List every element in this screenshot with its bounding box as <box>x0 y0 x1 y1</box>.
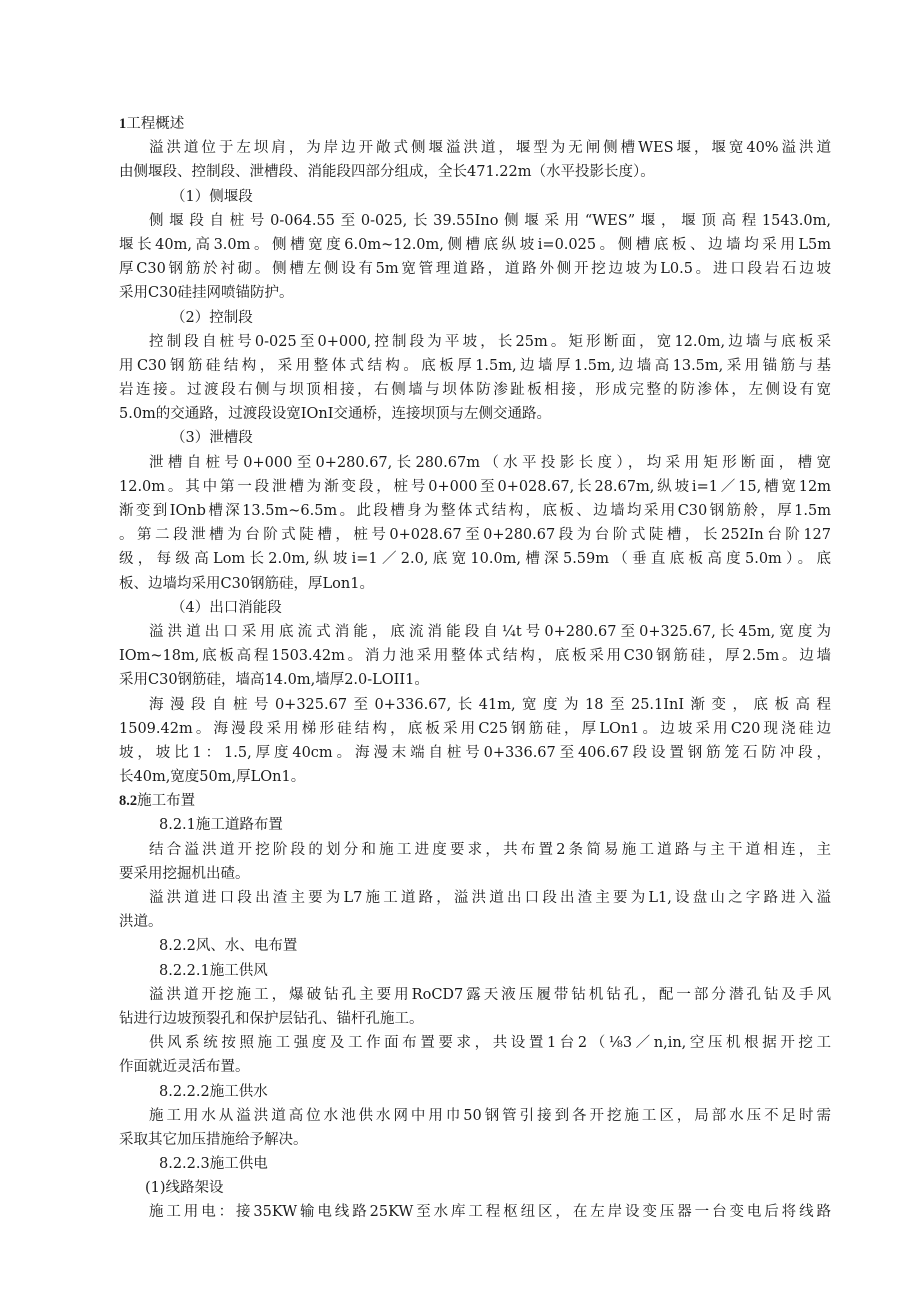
text-line: 5.0m的交通路，过渡段设宽IOnI交通桥，连接坝顶与左侧交通路。 <box>119 406 551 423</box>
text-line: 1509.42m。海漫段采用梯形硅结构，底板采用C25钢筋硅，厚LOn1。边坡采用C20现浇硅边 <box>119 720 831 737</box>
text-line: 作面就近灵活布置。 <box>119 1059 250 1076</box>
text-line: 板、边墙均采用C30钢筋硅，厚Lon1。 <box>119 575 374 592</box>
text-line: (1)线路架设 <box>145 1180 224 1197</box>
text-line: 施工用水从溢洪道高位水池供水网中用巾50钢管引接到各开挖施工区，局部水压不足时需 <box>149 1107 831 1124</box>
text-line: 采取其它加压措施给予解决。 <box>119 1131 308 1148</box>
text-line: 泄槽自桩号0+000至0+280.67,长280.67m（水平投影长度），均采用矩形断面，槽宽 <box>149 454 831 471</box>
subsection-heading: （4）出口消能段 <box>171 599 282 616</box>
section-title: 工程概述 <box>126 116 185 132</box>
text-line: 渐变到IOnb槽深13.5m~6.5m。此段槽身为整体式结构，底板、边墙均采用C30钢筋舲，厚1.5m <box>119 503 831 519</box>
subsection-heading: （2）控制段 <box>171 309 253 326</box>
text-line: 结合溢洪道开挖阶段的划分和施工进度要求，共布置2条简易施工道路与主干道相连，主 <box>149 841 831 858</box>
text-line: 。第二段泄槽为台阶式陡槽，桩号0+028.67至0+280.67段为台阶式陡槽，长252In台阶127 <box>119 527 831 544</box>
subsection-heading: 8.2.2.3施工供电 <box>159 1156 268 1173</box>
text-line: 海漫段自桩号0+325.67至0+336.67,长41m,宽度为18至25.1InI渐变，底板高程 <box>149 696 831 713</box>
text-line: 控制段自桩号0-025至0+000,控制段为平坡，长25m。矩形断面，宽12.0m,边墙与底板采 <box>149 333 831 350</box>
document-body <box>119 112 831 1225</box>
text-line: 洪道。 <box>119 914 163 931</box>
text-line: 溢洪道出口采用底流式消能，底流消能段自¼t号0+280.67至0+325.67,长45m,宽度为 <box>149 623 831 640</box>
text-line: IOm~18m,底板高程1503.42m。消力池采用整体式结构，底板采用C30钢筋硅，厚2.5m。边墙 <box>119 648 831 665</box>
subsection-heading: 8.2.2.1施工供风 <box>159 962 268 979</box>
text-line: 要采用挖掘机出碴。 <box>119 865 250 882</box>
section-heading <box>119 112 831 136</box>
text-line: 由侧堰段、控制段、泄槽段、消能段四部分组成，全长471.22m（水平投影长度）。 <box>119 164 655 181</box>
text-line: 溢洪道进口段出渣主要为L7施工道路，溢洪道出口段出渣主要为L1,设盘山之字路进入溢 <box>149 890 831 906</box>
subsection-heading: 8.2.2风、水、电布置 <box>159 938 298 955</box>
section-heading <box>119 789 831 813</box>
subsection-heading: 8.2.2.2施工供水 <box>159 1083 268 1100</box>
text-line: 钻进行边坡预裂孔和保护层钻孔、锚杆孔施工。 <box>119 1010 424 1027</box>
text-line: 岩连接。过渡段右侧与坝顶相接，右侧墙与坝体防渗趾板相接，形成完整的防渗体，左侧设有宽 <box>119 382 831 399</box>
section-number: 1 <box>119 116 127 132</box>
text-line: 级，每级高Lom长2.0m,纵坡i=1／2.0,底宽10.0m,槽深5.59m（垂直底板高度5.0m）。底 <box>119 551 831 568</box>
text-line: 供风系统按照施工强度及工作面布置要求，共设置1台2（⅛3／n,in,空压机根据开挖工 <box>149 1035 831 1052</box>
section-title: 施工布置 <box>137 793 196 810</box>
text-line: 厚C30钢筋於衬砌。侧槽左侧设有5m宽管理道路，道路外侧开挖边坡为L0.5。进口段岩石边坡 <box>119 261 831 278</box>
text-line: 12.0m。其中第一段泄槽为渐变段，桩号0+000至0+028.67,长28.67m,纵坡i=1／15,槽宽12m <box>119 478 831 495</box>
text-line: 溢洪道开挖施工，爆破钻孔主要用RoCD7露天液压履带钻机钻孔，配一部分潜孔钻及手风 <box>149 986 831 1003</box>
subsection-heading: （3）泄槽段 <box>171 430 253 447</box>
text-line: 施工用电：接35KW输电线路25KW至水库工程枢纽区，在左岸设变压器一台变电后将线路 <box>149 1204 831 1221</box>
section-number: 8.2 <box>119 793 138 810</box>
text-line: 采用C30钢筋硅，墙高14.0m,墙厚2.0-LOII1。 <box>119 672 429 689</box>
text-line: 用C30钢筋硅结构，采用整体式结构。底板厚1.5m,边墙厚1.5m,边墙高13.5m,采用锚筋与基 <box>119 357 831 374</box>
text-line: 坡，坡比1：1.5,厚度40cm。海漫末端自桩号0+336.67至406.67段设置钢筋笼石防冲段， <box>119 744 831 761</box>
text-line: 长40m,宽度50m,厚LOn1。 <box>119 769 306 786</box>
text-line: 堰长40m,高3.0m。侧槽宽度6.0m~12.0m,侧槽底纵坡i=0.025。侧槽底板、边墙均采用L5m <box>119 236 831 253</box>
text-line: 侧堰段自桩号0-064.55至0-025,长39.55Ino侧堰采用“WES”堰，堰顶高程1543.0m, <box>149 212 831 229</box>
text-line: 采用C30硅挂网喷锚防护。 <box>119 285 294 302</box>
subsection-heading: （1）侧堰段 <box>171 188 253 205</box>
subsection-heading: 8.2.1施工道路布置 <box>159 817 283 834</box>
text-line: 溢洪道位于左坝肩，为岸边开敞式侧堰溢洪道，堰型为无闸侧槽WES堰，堰宽40%溢洪道 <box>149 140 831 157</box>
